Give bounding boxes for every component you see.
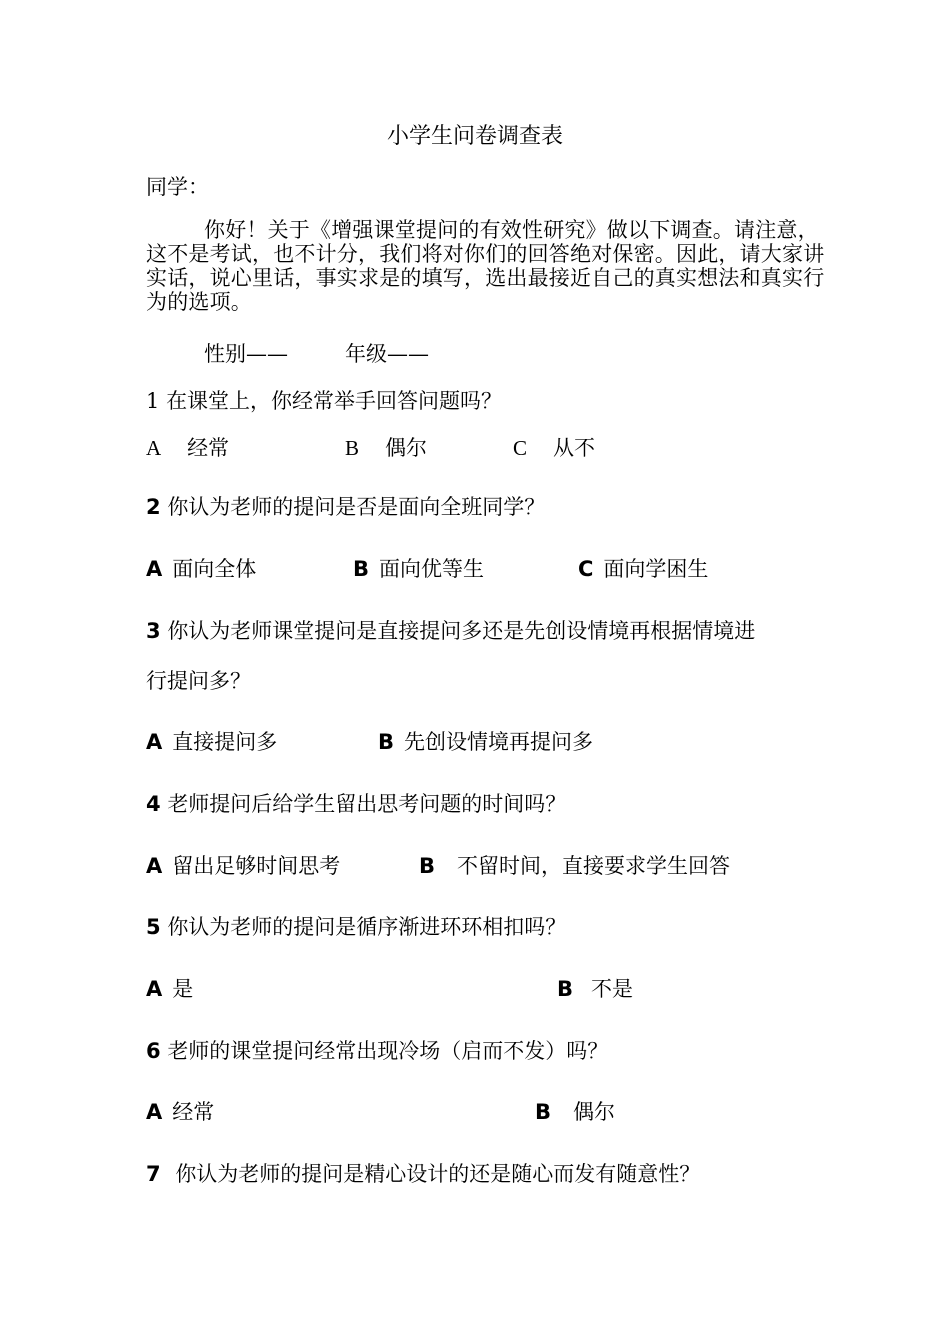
question-number: 5 bbox=[146, 915, 161, 939]
question-3-continued: 行提问多？ bbox=[146, 669, 251, 693]
q4-option-a[interactable] bbox=[146, 854, 340, 878]
option-letter: A bbox=[146, 557, 163, 581]
q3-option-b[interactable] bbox=[378, 730, 593, 754]
greeting: 同学： bbox=[146, 175, 209, 199]
question-text: 老师提问后给学生留出思考问题的时间吗？ bbox=[167, 792, 567, 816]
question-number: 4 bbox=[146, 792, 161, 816]
q1-option-c[interactable] bbox=[513, 436, 595, 460]
option-text: 先创设情境再提问多 bbox=[404, 730, 594, 754]
question-6 bbox=[146, 1039, 608, 1063]
option-letter: B bbox=[557, 977, 574, 1001]
question-text: 你认为老师的提问是循序渐进环环相扣吗？ bbox=[167, 915, 567, 939]
grade-field[interactable]: 年级—— bbox=[345, 342, 429, 366]
question-text: 在课堂上，你经常举手回答问题吗？ bbox=[166, 389, 503, 413]
option-text: 面向全体 bbox=[172, 557, 257, 581]
question-text: 老师的课堂提问经常出现冷场（启而不发）吗？ bbox=[167, 1039, 609, 1063]
q3-option-a[interactable] bbox=[146, 730, 277, 754]
option-text: 是 bbox=[172, 977, 194, 1001]
question-text: 你认为老师的提问是否是面向全班同学？ bbox=[167, 495, 546, 519]
q2-option-c[interactable] bbox=[578, 557, 708, 581]
q2-option-b[interactable] bbox=[353, 557, 484, 581]
option-letter: A bbox=[146, 730, 163, 754]
option-text: 偶尔 bbox=[573, 1100, 616, 1124]
option-letter: B bbox=[535, 1100, 552, 1124]
q1-option-a[interactable] bbox=[146, 436, 229, 460]
question-number: 6 bbox=[146, 1039, 161, 1063]
option-letter: C bbox=[578, 557, 594, 581]
option-text: 经常 bbox=[172, 1100, 215, 1124]
question-7 bbox=[146, 1162, 700, 1186]
page-title: 小学生问卷调查表 bbox=[386, 124, 563, 149]
option-text: 偶尔 bbox=[385, 436, 428, 460]
question-number: 1 bbox=[146, 389, 160, 413]
option-text: 不留时间，直接要求学生回答 bbox=[457, 854, 731, 878]
q1-option-b[interactable] bbox=[345, 436, 427, 460]
option-letter: B bbox=[345, 436, 360, 460]
question-number: 7 bbox=[146, 1162, 161, 1186]
option-text: 从不 bbox=[553, 436, 596, 460]
q5-option-b[interactable] bbox=[557, 977, 633, 1001]
question-number: 2 bbox=[146, 495, 161, 519]
question-number: 3 bbox=[146, 619, 161, 643]
question-text: 你认为老师课堂提问是直接提问多还是先创设情境再根据情境进 bbox=[167, 619, 756, 643]
option-text: 经常 bbox=[187, 436, 230, 460]
option-letter: A bbox=[146, 1100, 163, 1124]
option-letter: A bbox=[146, 854, 163, 878]
option-text: 面向优等生 bbox=[379, 557, 485, 581]
question-text: 你认为老师的提问是精心设计的还是随心而发有随意性？ bbox=[175, 1162, 701, 1186]
option-text: 面向学困生 bbox=[603, 557, 709, 581]
q5-option-a[interactable] bbox=[146, 977, 193, 1001]
q4-option-b[interactable] bbox=[419, 854, 730, 878]
option-letter: B bbox=[353, 557, 370, 581]
q6-option-b[interactable] bbox=[535, 1100, 615, 1124]
q2-option-a[interactable] bbox=[146, 557, 256, 581]
question-1 bbox=[146, 389, 502, 413]
option-letter: B bbox=[378, 730, 395, 754]
option-letter: C bbox=[513, 436, 528, 460]
option-text: 留出足够时间思考 bbox=[172, 854, 341, 878]
option-letter: A bbox=[146, 977, 163, 1001]
question-3 bbox=[146, 619, 755, 643]
option-text: 不是 bbox=[591, 977, 634, 1001]
question-5 bbox=[146, 915, 566, 939]
question-2 bbox=[146, 495, 545, 519]
intro-paragraph: 你好！关于《增强课堂提问的有效性研究》做以下调查。请注意，这不是考试，也不计分，我们将对你们的回答绝对保密。因此，请大家讲实话，说心里话，事实求是的填写，选出最接近自己的真实想法和真实行为的选项。 bbox=[146, 218, 825, 314]
option-letter: A bbox=[146, 436, 162, 460]
option-letter: B bbox=[419, 854, 436, 878]
question-4 bbox=[146, 792, 566, 816]
q6-option-a[interactable] bbox=[146, 1100, 214, 1124]
option-text: 直接提问多 bbox=[172, 730, 278, 754]
gender-field[interactable]: 性别—— bbox=[204, 342, 288, 366]
